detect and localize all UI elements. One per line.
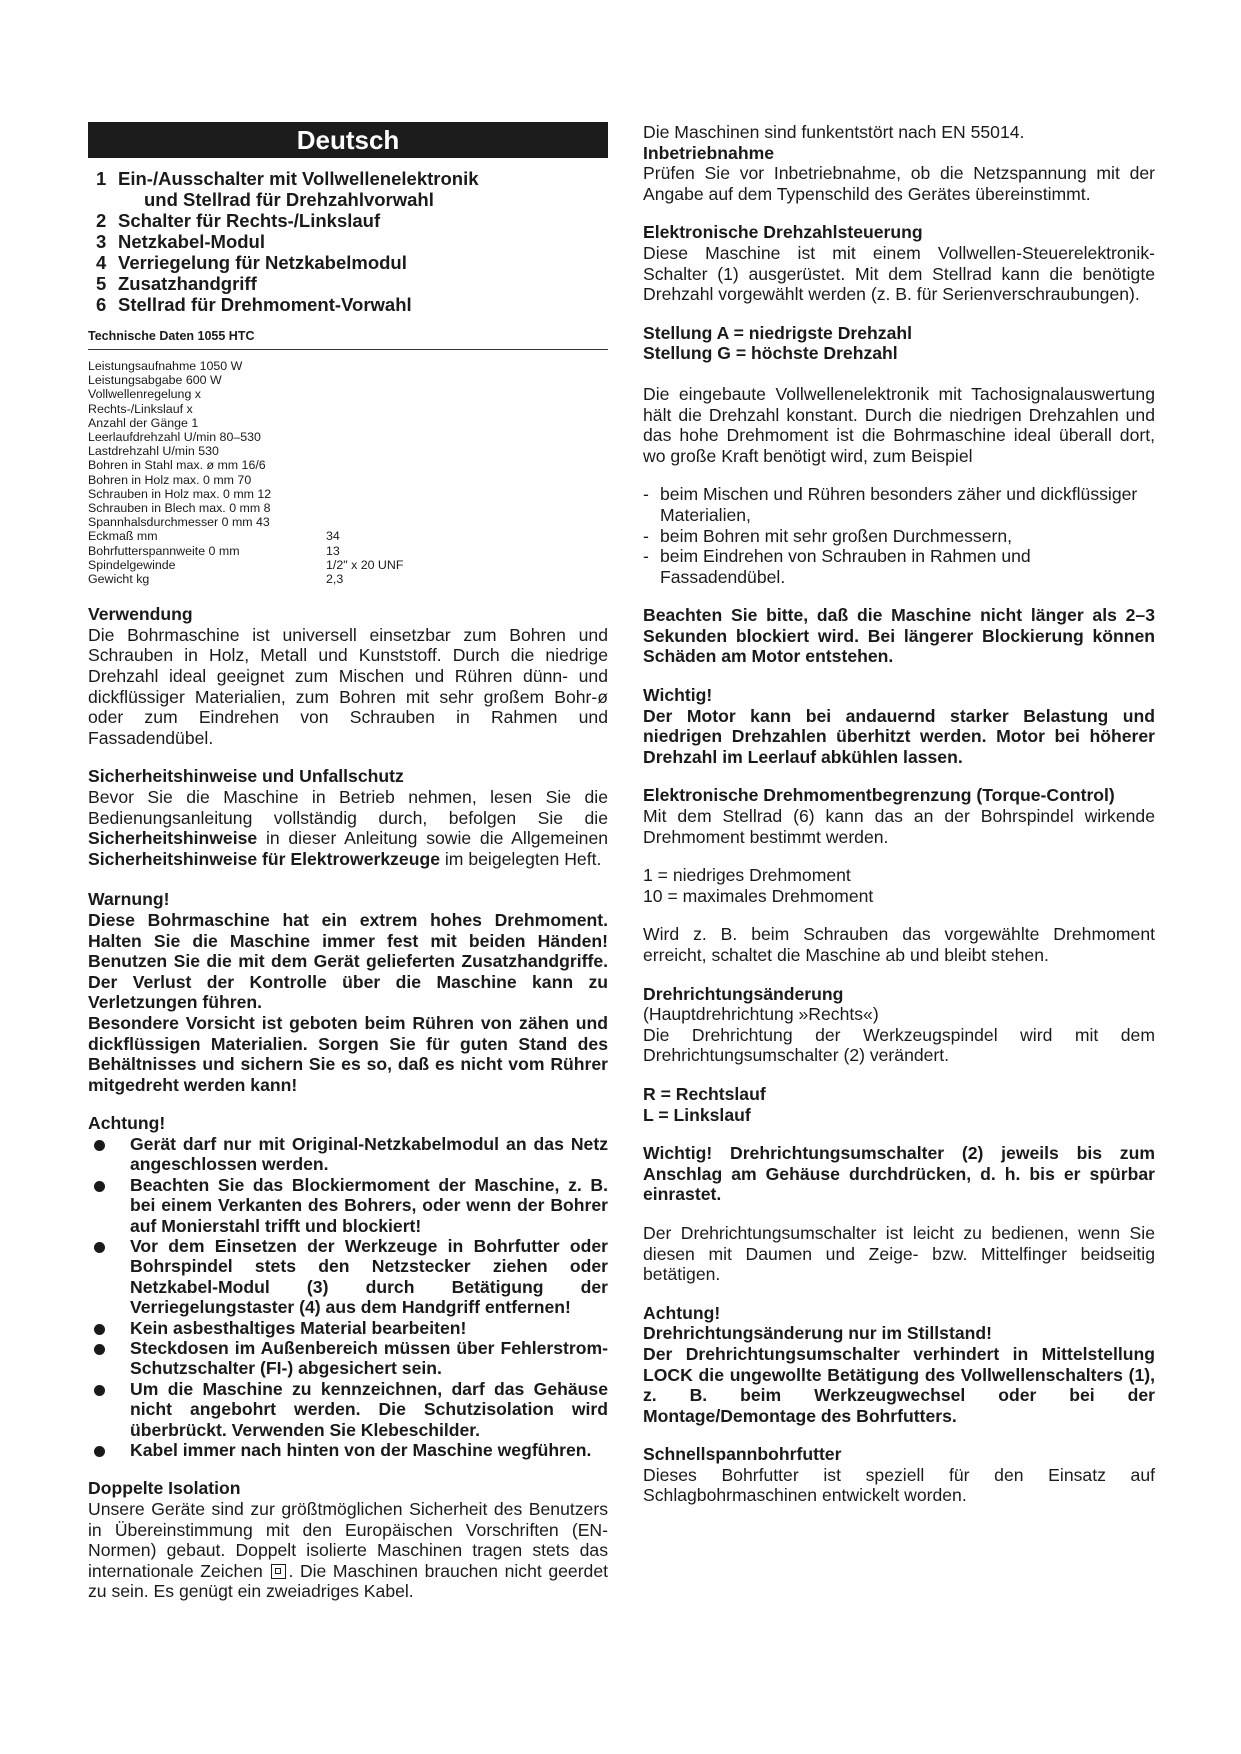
section-title-isolation: Doppelte Isolation xyxy=(88,1478,241,1499)
richtung-sub: (Hauptdrehrichtung »Rechts«) xyxy=(643,1004,879,1025)
inbetrieb-text: Prüfen Sie vor Inbetriebnahme, ob die Netzspannung mit der Angabe auf dem Typenschild des Gerätes übereinstimmt. xyxy=(643,163,1155,204)
bullet-icon xyxy=(94,1140,105,1151)
parts-legend xyxy=(96,168,608,315)
torque-line-1: 1 = niedriges Drehmoment xyxy=(643,865,851,886)
achtung-2-text: Der Drehrichtungsumschalter verhindert in Mittelstellung LOCK die ungewollte Betätigung des Vollwellenschalters (1), z. B. beim Werkzeugwechsel oder bei der Montage/Demontage des Bohrfutters. xyxy=(643,1343,1155,1426)
list-item: Vor dem Einsetzen der Werkzeuge in Bohrfutter oder Bohrspindel stets den Netzstecker ziehen oder Netzkabel-Modul (3) durch Betätigung der Verriegelungstaster (4) aus dem Handgriff entfernen! xyxy=(88,1236,608,1318)
bullet-icon xyxy=(94,1324,105,1335)
spec-line: Leistungsaufnahme 1050 W xyxy=(88,359,243,373)
sicherheit-text: Bevor Sie die Maschine in Betrieb nehmen, lesen Sie die Bedienungsanleitung vollständig durch, befolgen Sie die Sicherheitshinweise in dieser Anleitung sowie die Allgemeinen Sicherheitshinweise für Elektrowerkzeuge im beigelegten Heft. xyxy=(88,787,609,869)
section-title-sicherheit: Sicherheitshinweise und Unfallschutz xyxy=(88,766,404,787)
spec-line: Bohren in Stahl max. ø mm 16/6 xyxy=(88,458,266,473)
section-title-richtung: Drehrichtungsänderung xyxy=(643,983,844,1004)
elektronik-text-2: Die eingebaute Vollwellenelektronik mit Tachosignalauswertung hält die Drehzahl konstant. Durch die niedrigen Drehzahlen und das hohe Drehmoment ist die Bohrmaschine ideal überall dort, wo große Kraft benötigt wird, zum Beispiel xyxy=(643,383,1155,466)
spec-row: Gewicht kg 2,3 xyxy=(88,572,344,587)
list-item: Steckdosen im Außenbereich müssen über Fehlerstrom-Schutzschalter (FI-) abgesichert sein. xyxy=(88,1338,608,1379)
wichtig-text: Der Motor kann bei andauernd starker Belastung und niedrigen Drehzahlen überhitzt werden. Motor bei höherer Drehzahl im Leerlauf abkühlen lassen. xyxy=(643,705,1155,767)
section-title-torque: Elektronische Drehmomentbegrenzung (Torque-Control) xyxy=(643,785,1115,806)
language-header: Deutsch xyxy=(88,122,608,158)
direction-r: R = Rechtslauf xyxy=(643,1083,766,1104)
spec-line: Bohren in Holz max. 0 mm 70 xyxy=(88,472,252,487)
list-item: Kein asbesthaltiges Material bearbeiten! xyxy=(88,1318,608,1338)
isolation-text: Unsere Geräte sind zur größtmöglichen Sicherheit des Benutzers in Übereinstimmung mit den Europäischen Vorschriften (EN-Normen) gebaut. Doppelt isolierte Maschinen tragen stets das internationale Zeichen . Die Maschinen brauchen nicht geerdet zu sein. Es genügt ein zweiadriges Kabel. xyxy=(88,1499,609,1602)
richtung-text: Die Drehrichtung der Werkzeugspindel wird mit dem Drehrichtungsumschalter (2) verändert. xyxy=(643,1024,1155,1066)
stellung-a: Stellung A = niedrigste Drehzahl xyxy=(643,322,913,343)
legend-item: 2 Schalter für Rechts-/Linkslauf xyxy=(96,210,381,231)
spec-row: Eckmaß mm 34 xyxy=(88,529,340,544)
section-title-warnung: Warnung! xyxy=(88,889,170,910)
list-item: Um die Maschine zu kennzeichnen, darf das Gehäuse nicht angebohrt werden. Die Schutzisolation wird überbrückt. Verwenden Sie Klebeschilder. xyxy=(88,1379,608,1440)
specs-title: Technische Daten 1055 HTC xyxy=(88,329,608,350)
list-item: - beim Mischen und Rühren besonders zäher und dickflüssiger Materialien, xyxy=(643,484,1138,525)
bullet-icon xyxy=(94,1385,105,1396)
legend-item: 5 Zusatzhandgriff xyxy=(96,273,257,294)
spec-line: Anzahl der Gänge 1 xyxy=(88,415,199,430)
list-item: Kabel immer nach hinten von der Maschine wegführen. xyxy=(88,1440,608,1460)
section-title-achtung: Achtung! xyxy=(88,1113,166,1134)
section-title-verwendung: Verwendung xyxy=(88,604,193,625)
spec-line: Leerlaufdrehzahl U/min 80–530 xyxy=(88,430,261,445)
richtung-text-2: Der Drehrichtungsumschalter ist leicht zu bedienen, wenn Sie diesen mit Daumen und Zeige- bzw. Mittelfinger beidseitig betätigen. xyxy=(643,1222,1155,1285)
spec-line: Vollwellenregelung x xyxy=(88,387,201,402)
section-title-inbetriebnahme: Inbetriebnahme xyxy=(643,142,774,163)
spec-line: Schrauben in Holz max. 0 mm 12 xyxy=(88,486,272,501)
spec-line: Leistungsabgabe 600 W xyxy=(88,373,222,388)
spec-line: Lastdrehzahl U/min 530 xyxy=(88,444,219,459)
list-item: - beim Eindrehen von Schrauben in Rahmen und Fassadendübel. xyxy=(643,546,1031,587)
direction-l: L = Linkslauf xyxy=(643,1104,751,1125)
torque-line-2: 10 = maximales Drehmoment xyxy=(643,885,874,906)
schnellspann-text: Dieses Bohrfutter ist speziell für den Einsatz auf Schlagbohrmaschinen entwickelt worden. xyxy=(643,1464,1155,1506)
list-item: Gerät darf nur mit Original-Netzkabelmodul an das Netz angeschlossen werden. xyxy=(88,1134,608,1175)
warnung-text-2: Besondere Vorsicht ist geboten beim Rühren von zähen und dickflüssigen Materialien. Sorgen Sie für guten Stand des Behältnisses und sichern Sie es so, daß es nicht vom Rührer mitgedreht werden kann! xyxy=(88,1012,608,1095)
section-title-achtung-2: Achtung! xyxy=(643,1302,721,1323)
block-note: Beachten Sie bitte, daß die Maschine nicht länger als 2–3 Sekunden blockiert wird. Bei längerer Blockierung können Schäden am Motor entstehen. xyxy=(643,605,1155,667)
elektronik-text: Diese Maschine ist mit einem Vollwellen-Steuerelektronik-Schalter (1) ausgerüstet. Mit dem Stellrad kann die benötigte Drehzahl vorgewählt werden (z. B. für Serienverschraubungen). xyxy=(643,242,1155,305)
warnung-text-1: Diese Bohrmaschine hat ein extrem hohes Drehmoment. Halten Sie die Maschine immer fest mit beiden Händen! Benutzen Sie die mit dem Gerät gelieferten Zusatzhandgriffe. Der Verlust der Kontrolle über die Maschine kann zu Verletzungen führen. xyxy=(88,909,608,1013)
achtung-list xyxy=(88,1134,608,1461)
list-item: Beachten Sie das Blockiermoment der Maschine, z. B. bei einem Verkanten des Bohrers, oder wenn der Bohrer auf Monierstahl trifft und blockiert! xyxy=(88,1175,608,1236)
stellung-g: Stellung G = höchste Drehzahl xyxy=(643,343,898,364)
torque-text: Mit dem Stellrad (6) kann das an der Bohrspindel wirkende Drehmoment bestimmt werden. xyxy=(643,806,1155,847)
spec-row: Bohrfutterspannweite 0 mm 13 xyxy=(88,543,340,558)
spec-line: Schrauben in Blech max. 0 mm 8 xyxy=(88,501,271,516)
legend-item: 4 Verriegelung für Netzkabelmodul xyxy=(96,252,407,273)
left-column xyxy=(88,122,608,1602)
achtung-2-line: Drehrichtungsänderung nur im Stillstand! xyxy=(643,1323,992,1344)
spec-row: Spindelgewinde 1/2" x 20 UNF xyxy=(88,557,404,572)
funk-text: Die Maschinen sind funkentstört nach EN 55014. xyxy=(643,122,1025,142)
legend-item: 1 Ein-/Ausschalter mit Vollwellenelektronik und Stellrad für Drehzahlvorwahl xyxy=(96,168,479,210)
richtung-wichtig: Wichtig! Drehrichtungsumschalter (2) jeweils bis zum Anschlag am Gehäuse durchdrücken, d. h. bis er spürbar einrastet. xyxy=(643,1143,1155,1205)
torque-text-2: Wird z. B. beim Schrauben das vorgewählte Drehmoment erreicht, schaltet die Maschine ab und bleibt stehen. xyxy=(643,924,1155,965)
bullet-icon xyxy=(94,1446,105,1457)
list-item: - beim Bohren mit sehr großen Durchmessern, xyxy=(643,525,1013,546)
bullet-icon xyxy=(94,1181,105,1192)
examples-list xyxy=(643,484,1155,587)
spec-line: Spannhalsdurchmesser 0 mm 43 xyxy=(88,515,270,530)
section-title-drehzahl: Elektronische Drehzahlsteuerung xyxy=(643,222,923,243)
legend-item: 3 Netzkabel-Modul xyxy=(96,231,265,252)
bullet-icon xyxy=(94,1242,105,1253)
spec-line: Rechts-/Linkslauf x xyxy=(88,401,193,416)
specs-table xyxy=(88,359,608,586)
right-column xyxy=(643,122,1155,1506)
legend-item: 6 Stellrad für Drehmoment-Vorwahl xyxy=(96,294,412,315)
double-insulation-icon xyxy=(271,1564,286,1579)
bullet-icon xyxy=(94,1344,105,1355)
verwendung-text: Die Bohrmaschine ist universell einsetzbar zum Bohren und Schrauben in Holz, Metall und Kunststoff. Durch die niedrige Drehzahl ideal geeignet zum Mischen und Rühren dünn- und dickflüssiger Materialien, zum Bohren mit sehr großem Bohr-ø oder zum Eindrehen von Schrauben in Rahmen und Fassadendübel. xyxy=(88,624,608,748)
section-title-schnellspann: Schnellspannbohrfutter xyxy=(643,1444,842,1465)
section-title-wichtig: Wichtig! xyxy=(643,685,713,706)
